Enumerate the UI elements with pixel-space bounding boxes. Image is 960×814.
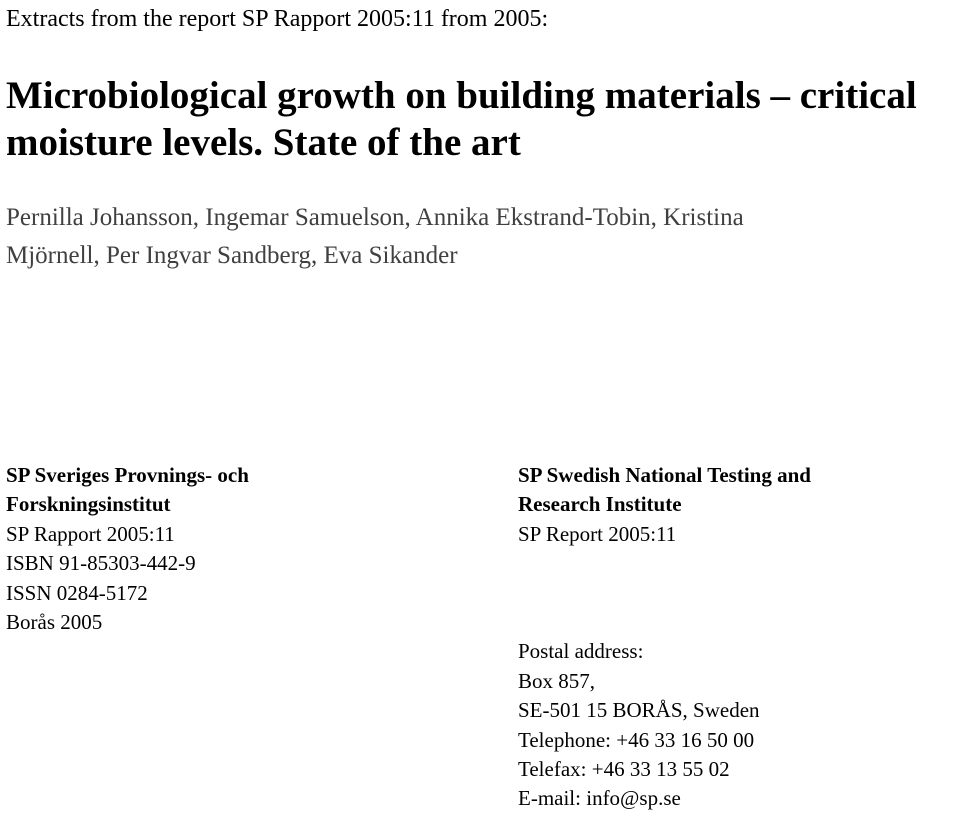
report-title-line-1: Microbiological growth on building materials – critical xyxy=(6,74,917,117)
issn: ISSN 0284-5172 xyxy=(6,580,148,605)
report-title-line-2: moisture levels. State of the art xyxy=(6,121,521,164)
telefax: Telefax: +46 33 13 55 02 xyxy=(518,757,730,782)
telephone: Telephone: +46 33 16 50 00 xyxy=(518,727,755,752)
english-publication-info xyxy=(518,461,954,814)
english-org-name-line-1: SP Swedish National Testing and xyxy=(518,463,811,487)
spacer xyxy=(518,608,954,637)
english-report-number: SP Report 2005:11 xyxy=(518,521,677,546)
email: E-mail: info@sp.se xyxy=(518,786,681,811)
place-and-year: Borås 2005 xyxy=(6,610,103,635)
report-title xyxy=(6,72,956,166)
spacer xyxy=(518,549,954,578)
english-org-name-line-2: Research Institute xyxy=(518,492,682,517)
isbn: ISBN 91-85303-442-9 xyxy=(6,551,196,576)
spacer xyxy=(518,579,954,608)
postal-box: Box 857, xyxy=(518,668,596,693)
postal-city: SE-501 15 BORÅS, Sweden xyxy=(518,698,760,723)
author-list xyxy=(6,199,956,275)
postal-address-label: Postal address: xyxy=(518,639,644,664)
author-list-line-1: Pernilla Johansson, Ingemar Samuelson, Annika Ekstrand-Tobin, Kristina xyxy=(6,204,744,231)
swedish-org-name-line-2: Forskningsinstitut xyxy=(6,492,171,517)
intro-line: Extracts from the report SP Rapport 2005:11 from 2005: xyxy=(6,6,549,32)
swedish-publication-info xyxy=(6,461,476,637)
swedish-org-name-line-1: SP Sveriges Provnings- och xyxy=(6,463,249,487)
swedish-report-number: SP Rapport 2005:11 xyxy=(6,521,175,546)
author-list-line-2: Mjörnell, Per Ingvar Sandberg, Eva Sikander xyxy=(6,242,458,269)
